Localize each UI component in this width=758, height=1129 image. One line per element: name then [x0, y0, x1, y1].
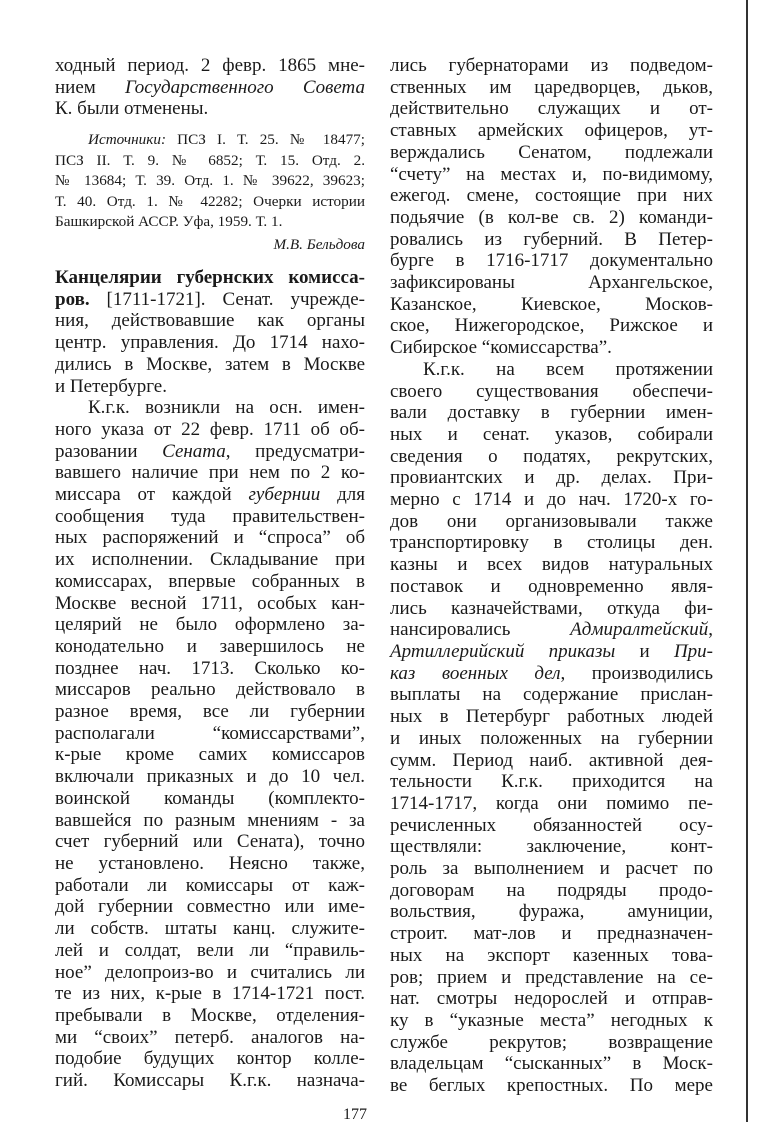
italic-term: губернии: [248, 484, 321, 506]
text-line: № 13684; Т. 39. Отд. 1. № 39622, 39623;: [55, 172, 365, 189]
text-line: Москве весной 1711, особых кан-: [55, 592, 365, 614]
text-line: 1714-1717, когда они помимо пе-: [390, 792, 713, 814]
right-column-article: [390, 55, 713, 1097]
text-line: речисленных обязанностей осу-: [390, 814, 713, 836]
text-line: к-рые кроме самих комиссаров: [55, 744, 365, 766]
text-line: выплаты на содержание прислан-: [390, 684, 713, 706]
left-column-article: [55, 267, 365, 1092]
text-line: ежегод. смене, состоящие при них: [390, 185, 713, 207]
text-line: ного указа от 22 февр. 1711 об об-: [55, 418, 365, 440]
text-line: К.г.к. возникли на осн. имен-: [88, 397, 365, 419]
text-line: их исполнении. Складывание при: [55, 549, 365, 571]
text-segment: , предусматри-: [225, 440, 365, 462]
text-line: ров; прием и представление на се-: [390, 966, 713, 988]
text-line: лись губернаторами из подведом-: [390, 55, 713, 76]
text-line: работали ли комиссары от каж-: [55, 874, 365, 896]
text-line: подобие будущих контор колле-: [55, 1048, 365, 1070]
text-segment: нансировались: [390, 619, 571, 641]
text-line: строит. мат-лов и предназначен-: [390, 923, 713, 945]
article-author: М.В. Бельдова: [273, 236, 365, 253]
text-line: центр. управления. До 1714 нахо-: [55, 332, 365, 354]
text-line: и иных положенных на губернии: [390, 727, 713, 749]
italic-term: Сената: [162, 440, 226, 462]
text-line: воинской команды (комплекто-: [55, 787, 365, 809]
text-line: провиантских и др. делах. При-: [390, 467, 713, 489]
text-line: ве беглых крепостных. По мере: [390, 1075, 713, 1097]
text-line: конодательно и завершилось не: [55, 635, 365, 657]
text-line: лей и солдат, вели ли “правиль-: [55, 939, 365, 961]
page-edge-line: [746, 0, 748, 1122]
text-line: транспортировку в столицы ден.: [390, 532, 713, 554]
text-line: ходный период. 2 февр. 1865 мне-: [55, 55, 365, 76]
text-line: дов они организовывали также: [390, 510, 713, 532]
text-line: вавшейся по разным мнениям - за: [55, 809, 365, 831]
text-line: располагали “комиссарствами”,: [55, 722, 365, 744]
text-line: ных в Петербург работных людей: [390, 706, 713, 728]
text-line: гий. Комиссары К.г.к. назнача-: [55, 1070, 365, 1092]
text-line: миссаров реально действовало в: [55, 679, 365, 701]
text-line: ровались из губерний. В Петер-: [390, 228, 713, 250]
text-line: действительно служащих и от-: [390, 98, 713, 120]
sources-note: [55, 130, 365, 233]
text-line: подьячие (в кол-ве св. 2) команди-: [390, 206, 713, 228]
text-line: ных на экспорт казенных това-: [390, 944, 713, 966]
text-line: разное время, все ли губернии: [55, 701, 365, 723]
text-line: поставок и одновременно явля-: [390, 575, 713, 597]
text-line: сведения о податях, рекрутских,: [390, 445, 713, 467]
text-line: [55, 267, 365, 289]
text-line: [390, 663, 713, 685]
text-line: ли собств. штаты канц. служите-: [55, 918, 365, 940]
text-line: [55, 77, 365, 99]
text-line: своего существования обеспечи-: [390, 380, 713, 402]
text-line: позднее нач. 1713. Сколько ко-: [55, 657, 365, 679]
text-line: “счету” на местах и, по-видимому,: [390, 163, 713, 185]
text-line: [55, 289, 365, 311]
text-segment: для: [320, 484, 365, 506]
text-line: К.г.к. на всем протяжении: [423, 358, 713, 380]
text-segment: и: [615, 640, 674, 662]
text-line: ственных им царедворцев, дьков,: [390, 76, 713, 98]
text-line: пребывали в Москве, отделения-: [55, 1004, 365, 1026]
text-line: ку в “указные места” негодных к: [390, 1009, 713, 1031]
text-line: комиссарах, впервые собранных в: [55, 570, 365, 592]
text-line: тельности К.г.к. приходится на: [390, 771, 713, 793]
page-number: 177: [343, 1106, 367, 1123]
text-line: сообщения туда правительствен-: [55, 505, 365, 527]
text-line: Казанское, Киевское, Москов-: [390, 293, 713, 315]
text-line: счет губерний или Сената), точно: [55, 831, 365, 853]
text-line: ных распоряжений и “спроса” об: [55, 527, 365, 549]
text-line: ское, Нижегородское, Рижское и: [390, 315, 713, 337]
text-line: Т. 40. Отд. 1. № 42282; Очерки истории: [55, 192, 365, 210]
italic-term: При-: [673, 640, 714, 662]
text-line: мерно с 1714 и до нач. 1720-х го-: [390, 489, 713, 511]
text-line: службе рекрутов; возвращение: [390, 1031, 713, 1053]
text-line: [390, 619, 713, 641]
text-line: [390, 641, 713, 663]
text-line: ных и сенат. указов, собирали: [390, 423, 713, 445]
text-line: ществляли: заключение, конт-: [390, 836, 713, 858]
text-line: те из них, к-рые в 1714-1721 пост.: [55, 983, 365, 1005]
text-line: дились в Москве, затем в Москве: [55, 353, 365, 375]
text-line: включали приказных и до 10 чел.: [55, 766, 365, 788]
text-line: ми “своих” петерб. аналогов на-: [55, 1026, 365, 1048]
text-line: лись казначействами, откуда фи-: [390, 597, 713, 619]
italic-term: Государственного Совета: [124, 76, 366, 98]
text-line: казны и всех видов натуральных: [390, 554, 713, 576]
text-line: роль за выполнением и расчет по: [390, 858, 713, 880]
text-line: договорам на подряды продо-: [390, 879, 713, 901]
text-segment: разовании: [55, 440, 163, 462]
text-line: вали доставку в губернии имен-: [390, 402, 713, 424]
text-line: верждались Сенатом, подлежали: [390, 141, 713, 163]
text-line: целярий не было оформлено за-: [55, 614, 365, 636]
italic-term: Адмиралтейский: [570, 619, 709, 641]
italic-term: Артиллерийский приказы: [390, 640, 616, 662]
text-line: сумм. Период наиб. активной дея-: [390, 749, 713, 771]
text-line: Башкирской АССР. Уфа, 1959. Т. 1.: [55, 213, 283, 230]
text-line: нат. смотры недорослей и отправ-: [390, 988, 713, 1010]
article-heading: ров.: [55, 288, 90, 310]
text-line: ПСЗ II. Т. 9. № 6852; Т. 15. Отд. 2.: [55, 151, 365, 169]
text-line: [55, 130, 365, 151]
text-line: и Петербурге.: [55, 375, 167, 397]
article-heading: Канцелярии губернских комисса-: [55, 267, 365, 288]
text-line: ное” делопроиз-во и считались ли: [55, 961, 365, 983]
text-segment: ,: [708, 619, 713, 641]
italic-term: Источники:: [88, 131, 167, 148]
text-line: вавшего наличие при нем по 2 ко-: [55, 462, 365, 484]
text-segment: миссара от каждой: [55, 484, 249, 506]
text-line: дой губернии совместно или име-: [55, 896, 365, 918]
italic-term: каз военных дел: [390, 662, 561, 684]
text-line: ставных армейских офицеров, ут-: [390, 120, 713, 142]
text-segment: , производились: [560, 662, 714, 684]
text-segment: [1711-1721]. Сенат. учрежде-: [89, 288, 365, 310]
text-segment: нием: [55, 76, 125, 98]
left-column-top-text: [55, 55, 365, 120]
text-line: К. были отменены.: [55, 98, 209, 120]
text-line: ния, действовавшие как органы: [55, 310, 365, 332]
text-line: бурге в 1716-1717 документально: [390, 250, 713, 272]
text-line: вольствия, фуража, амуниции,: [390, 901, 713, 923]
text-line: не установлено. Неясно также,: [55, 852, 365, 874]
text-line: Сибирское “комиссарства”.: [390, 337, 612, 359]
text-segment: ПСЗ I. Т. 25. № 18477;: [166, 131, 365, 148]
text-line: [55, 441, 365, 463]
text-line: владельцам “сысканных” в Моск-: [390, 1053, 713, 1075]
text-line: зафиксированы Архангельское,: [390, 272, 713, 294]
text-line: [55, 484, 365, 506]
